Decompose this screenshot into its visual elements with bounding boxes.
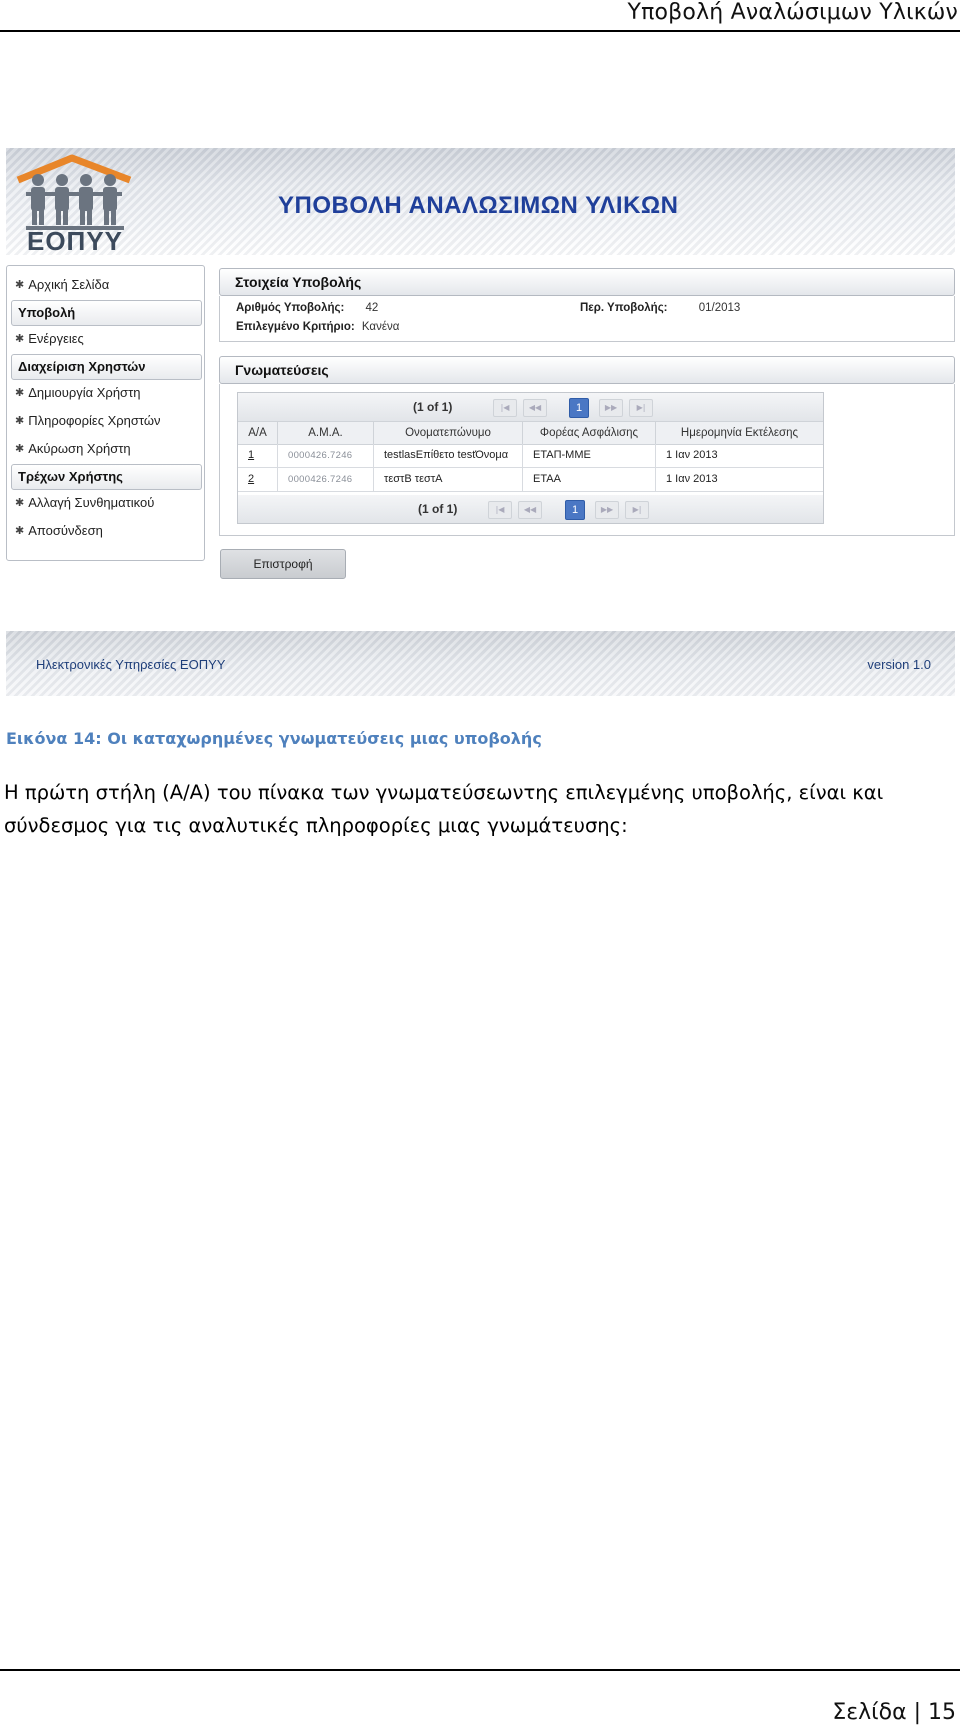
- pager-info: (1 of 1): [418, 502, 458, 516]
- row-fullname-cell: testlasΕπίθετο testΌνομα: [374, 444, 523, 467]
- row-fullname-cell: τεστΒ τεστΑ: [374, 468, 523, 491]
- table-row: [238, 444, 823, 468]
- first-page-icon[interactable]: |◀: [493, 399, 517, 417]
- sidebar-item-cancel-user[interactable]: [15, 438, 131, 458]
- sidebar-item-label: Ενέργειες: [28, 330, 84, 346]
- row-aa-cell[interactable]: [238, 468, 278, 491]
- logo-text: ΕΟΠΥΥ: [26, 226, 124, 256]
- gear-bullet-icon: ✱: [15, 524, 25, 537]
- sidebar-item-label: Αποσύνδεση: [28, 522, 103, 538]
- sidebar-item-label: Δημιουργία Χρήστη: [28, 384, 141, 400]
- sidebar-item-change-password[interactable]: [15, 492, 154, 512]
- selected-criterion-field: [236, 321, 399, 333]
- col-header-exec-date[interactable]: Ημερομηνία Εκτέλεσης: [680, 427, 799, 439]
- table-row: [238, 468, 823, 492]
- table-pager-bottom: [238, 495, 823, 523]
- opinions-table: [237, 392, 824, 524]
- row-aa-link[interactable]: 1: [248, 449, 255, 461]
- sidebar-item-create-user[interactable]: [15, 382, 140, 402]
- submission-panel-body: [219, 296, 955, 342]
- submission-period-value: 01/2013: [698, 302, 741, 314]
- selected-criterion-label: Επιλεγμένο Κριτήριο:: [236, 321, 355, 333]
- prev-page-icon[interactable]: ◀◀: [518, 501, 542, 519]
- row-exec-date-cell: 1 Ιαν 2013: [666, 449, 718, 461]
- selected-criterion-value: Κανένα: [361, 321, 400, 333]
- submission-number-label: Αριθμός Υποβολής:: [236, 302, 345, 314]
- gear-bullet-icon: ✱: [15, 386, 25, 399]
- sidebar-item-label: Αλλαγή Συνθηματικού: [28, 494, 155, 510]
- sidebar-item-home[interactable]: [15, 274, 109, 294]
- row-insurer-cell: ΕΤΑΑ: [523, 468, 656, 491]
- gear-bullet-icon: ✱: [15, 414, 25, 427]
- table-header: [238, 421, 823, 445]
- footer-services-label: Ηλεκτρονικές Υπηρεσίες ΕΟΠΥΥ: [36, 657, 226, 672]
- gear-bullet-icon: ✱: [15, 442, 25, 455]
- sidebar-item-label: Πληροφορίες Χρηστών: [28, 412, 161, 428]
- col-header-insurer[interactable]: Φορέας Ασφάλισης: [523, 422, 656, 444]
- back-button[interactable]: Επιστροφή: [220, 549, 346, 579]
- sidebar-header-submission: Υποβολή: [11, 300, 202, 326]
- col-header-aa[interactable]: Α/Α: [238, 422, 278, 444]
- next-page-icon[interactable]: ▶▶: [599, 399, 623, 417]
- submission-number-value: 42: [365, 302, 379, 314]
- opinions-panel-title: Γνωματεύσεις: [219, 356, 955, 384]
- submission-number-field: [236, 302, 378, 314]
- sidebar-header-current-user: Τρέχων Χρήστης: [11, 464, 202, 490]
- sidebar-menu: [6, 265, 205, 561]
- last-page-icon[interactable]: ▶|: [629, 399, 653, 417]
- running-header: Υποβολή Αναλώσιμων Υλικών: [627, 0, 958, 25]
- row-aa-cell[interactable]: [238, 444, 278, 467]
- footer-rule: [0, 1669, 960, 1671]
- sidebar-item-label: Ακύρωση Χρήστη: [28, 440, 131, 456]
- sidebar-item-actions[interactable]: [15, 328, 84, 348]
- row-ama-cell: 0000426.7246: [278, 468, 374, 491]
- header-rule: [0, 30, 960, 32]
- gear-bullet-icon: ✱: [15, 496, 25, 509]
- footer-version-label: version 1.0: [867, 657, 931, 672]
- first-page-icon[interactable]: |◀: [488, 501, 512, 519]
- pager-info: (1 of 1): [413, 400, 453, 414]
- app-footer: [6, 631, 955, 696]
- sidebar-header-user-management: Διαχείριση Χρηστών: [11, 354, 202, 380]
- body-paragraph: Η πρώτη στήλη (Α/Α) του πίνακα των γνωματεύσεωντης επιλεγμένης υποβολής, είναι και σύνδεσμος για τις αναλυτικές πληροφορίες μιας γνωμάτευσης:: [4, 781, 884, 837]
- col-header-ama[interactable]: Α.Μ.Α.: [278, 422, 374, 444]
- next-page-icon[interactable]: ▶▶: [595, 501, 619, 519]
- prev-page-icon[interactable]: ◀◀: [523, 399, 547, 417]
- page-number-button[interactable]: 1: [565, 500, 585, 520]
- sidebar-item-user-info[interactable]: [15, 410, 161, 430]
- submission-period-label: Περ. Υποβολής:: [580, 302, 668, 314]
- row-exec-date-cell: 1 Ιαν 2013: [666, 473, 718, 485]
- submission-period-field: [580, 302, 740, 314]
- row-insurer-cell: ΕΤΑΠ-ΜΜΕ: [523, 444, 656, 467]
- last-page-icon[interactable]: ▶|: [625, 501, 649, 519]
- row-aa-link[interactable]: 2: [248, 473, 255, 485]
- row-ama-cell: 0000426.7246: [278, 444, 374, 467]
- gear-bullet-icon: ✱: [15, 332, 25, 345]
- sidebar-item-label: Αρχική Σελίδα: [28, 276, 110, 292]
- application-screenshot: [6, 148, 955, 696]
- app-banner: [6, 148, 955, 255]
- page-number: Σελίδα | 15: [832, 1700, 956, 1725]
- submission-panel-title: Στοιχεία Υποβολής: [219, 268, 955, 296]
- page-number-button[interactable]: 1: [569, 398, 589, 418]
- col-header-fullname[interactable]: Ονοματεπώνυμο: [374, 422, 523, 444]
- figure-caption: Εικόνα 14: Οι καταχωρημένες γνωματεύσεις μιας υποβολής: [6, 729, 542, 748]
- table-pager-top: [238, 393, 823, 421]
- banner-title: ΥΠΟΒΟΛΗ ΑΝΑΛΩΣΙΜΩΝ ΥΛΙΚΩΝ: [278, 192, 679, 219]
- gear-bullet-icon: ✱: [15, 278, 25, 291]
- sidebar-item-logout[interactable]: [15, 520, 103, 540]
